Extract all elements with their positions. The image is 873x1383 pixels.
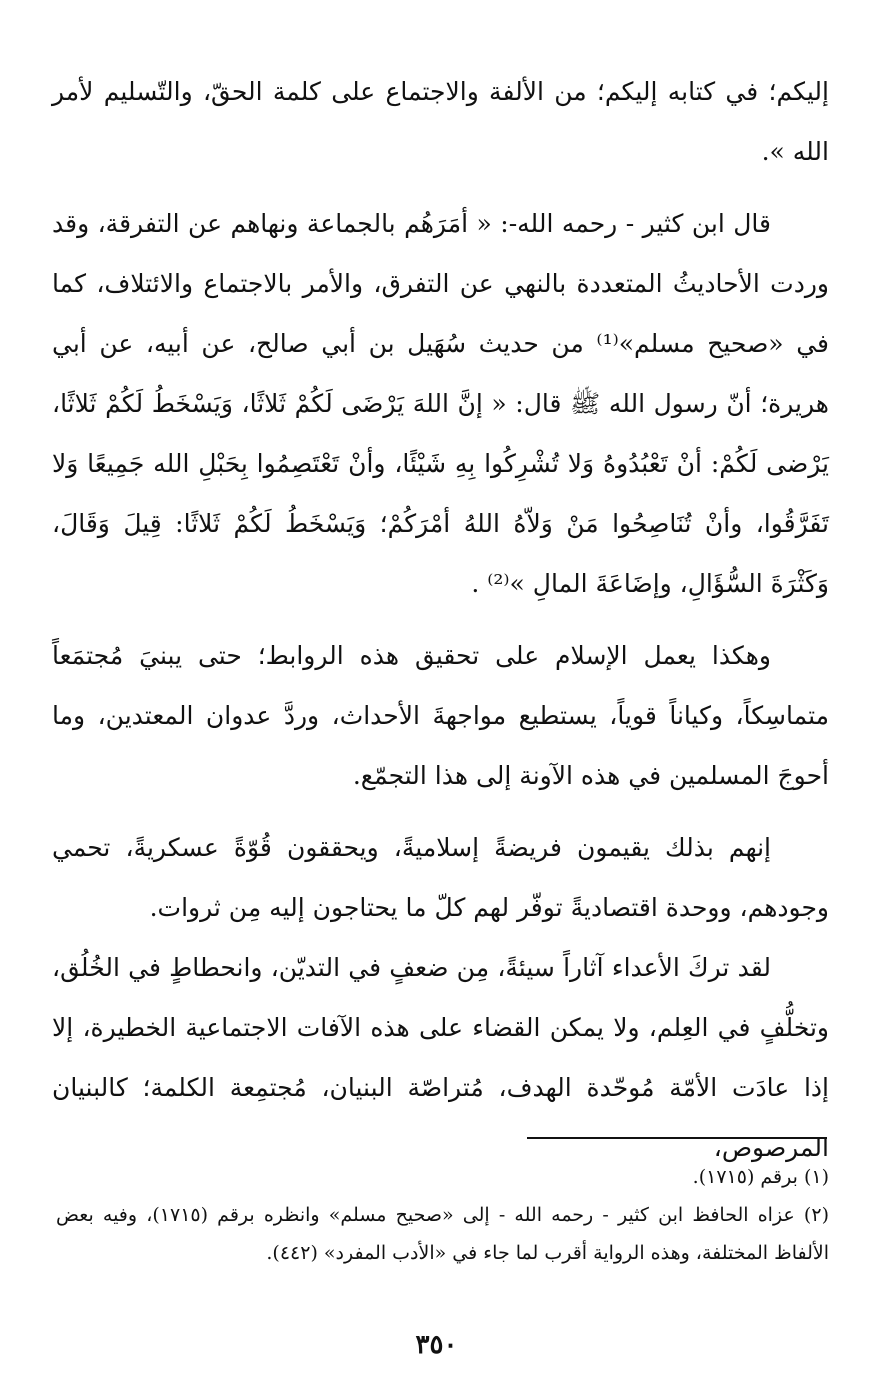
footnote-2: (٢) عزاه الحافظ ابن كثير - رحمه الله - إلى «صحيح مسلم» وانظره برقم (١٧١٥)، وفيه بعض الألفاظ المختلفة، وهذه الرواية أقرب لما جاء في «الأدب المفرد» (٤٤٢).	[56, 1204, 829, 1264]
paragraph-enemies-effects: لقد تركَ الأعداء آثاراً سيئةً، مِن ضعفٍ في التديّن، وانحطاطٍ في الخُلُق، وتخلُّفٍ في العِلم، ولا يمكن القضاء على هذه الآفات الاجتماعية الخطيرة، إلا إذا عادَت الأمّة مُوحّدة الهدف، مُتراصّة البنيان، مُجتمِعة الكلمة؛ كالبنيان المرصوص،	[52, 953, 829, 1162]
footnote-separator	[527, 1137, 827, 1139]
paragraph-continuation: إليكم؛ في كتابه إليكم؛ من الألفة والاجتماع على كلمة الحقّ، والتّسليم لأمر الله ».	[52, 77, 829, 166]
footnote-1: (١) برقم (١٧١٥).	[692, 1166, 829, 1188]
paragraph-obligation: إنهم بذلك يقيمون فريضةً إسلاميةً، ويحققون قُوّةً عسكريةً، تحمي وجودهم، ووحدة اقتصاديةً توفّر لهم كلّ ما يحتاجون إليه مِن ثروات.	[52, 833, 829, 922]
main-text	[52, 62, 829, 1178]
footnotes	[56, 1158, 829, 1272]
page-number: ٣٥٠	[415, 1330, 458, 1360]
paragraph-ibn-kathir-quote: قال ابن كثير - رحمه الله-: « أمَرَهُم بالجماعة ونهاهم عن التفرقة، وقد وردت الأحاديثُ المتعددة بالنهي عن التفرق، والأمر بالاجتماع والائتلاف، كما في «صحيح مسلم»⁽¹⁾ من حديث سُهَيل بن أبي صالح، عن أبيه، عن أبي هريرة؛ أنّ رسول الله ﷺ قال: « إنَّ اللهَ يَرْضَى لَكُمْ ثَلاثًا، وَيَسْخَطُ لَكُمْ ثَلاثًا، يَرْضى لَكُمْ: أنْ تَعْبُدُوهُ وَلا تُشْرِكُوا بِهِ شَيْئًا، وأنْ تَعْتَصِمُوا بِحَبْلِ الله جَمِيعًا وَلا تَفَرَّقُوا، وأنْ تُنَاصِحُوا مَنْ وَلاّهُ اللهُ أمْرَكُمْ؛ وَيَسْخَطُ لَكُمْ ثَلاثًا: قِيلَ وَقَالَ، وَكَثْرَةَ السُّؤَالِ، وإضَاعَةَ المالِ »⁽²⁾ .	[52, 209, 829, 598]
paragraph-islam-bonds: وهكذا يعمل الإسلام على تحقيق هذه الروابط؛ حتى يبنيَ مُجتمَعاً متماسِكاً، وكياناً قوياً، يستطيع مواجهةَ الأحداث، وردَّ عدوان المعتدين، وما أحوجَ المسلمين في هذه الآونة إلى هذا التجمّع.	[52, 641, 829, 790]
